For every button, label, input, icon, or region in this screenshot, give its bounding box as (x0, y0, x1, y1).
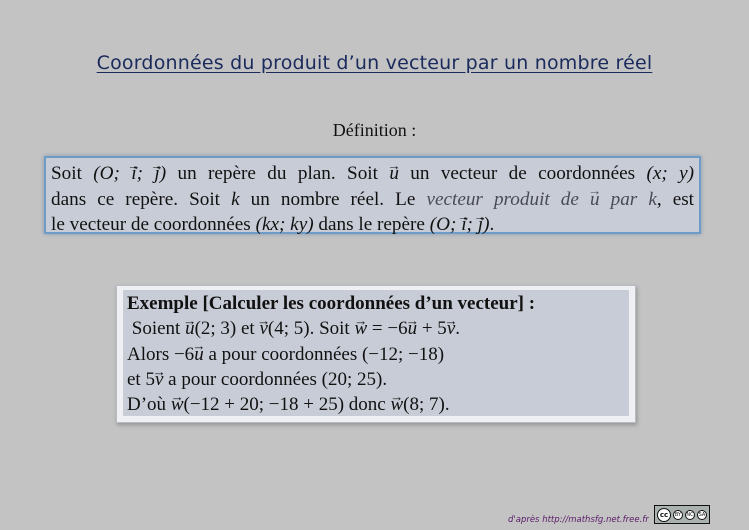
example-line-4: D’où → w(−12 + 20; −18 + 25) donc → w(8; 7). (127, 392, 625, 417)
definition-box (44, 156, 701, 234)
example-box (116, 285, 636, 423)
page-title: Coordonnées du produit d’un vecteur par un nombre réel (96, 52, 653, 74)
definition-line-3: le vecteur de coordonnées (kx; ky) dans le repère (O; → i; → j). (51, 212, 694, 238)
credit-link[interactable]: d'après http://mathsfg.net.free.fr (508, 515, 649, 525)
vector-u: → u (389, 161, 399, 187)
example-line-2: Alors −6→ u a pour coordonnées (−12; −18) (127, 342, 625, 367)
definition-line-1: Soit (O; → i; → j) un repère du plan. Soit → u un vecteur de coordonnées (x; y) (51, 161, 694, 187)
example-line-3: et 5→ v a pour coordonnées (20; 25). (127, 367, 625, 392)
definition-heading: Définition : (332, 120, 417, 140)
definition-line-2: dans ce repère. Soit k un nombre réel. Le vecteur produit de → u par k, est (51, 187, 694, 213)
example-line-1: Soient → u(2; 3) et → v(4; 5). Soit → w = −6→ u + 5→ v. (127, 316, 625, 341)
creative-commons-badge[interactable] (654, 505, 710, 524)
cc-icon: cc (657, 508, 671, 522)
sa-icon: SA (698, 511, 706, 518)
by-icon: BY (674, 511, 682, 518)
example-title: Exemple [Calculer les coordonnées d’un vecteur] : (127, 293, 536, 314)
nc-icon: NC (686, 511, 694, 518)
